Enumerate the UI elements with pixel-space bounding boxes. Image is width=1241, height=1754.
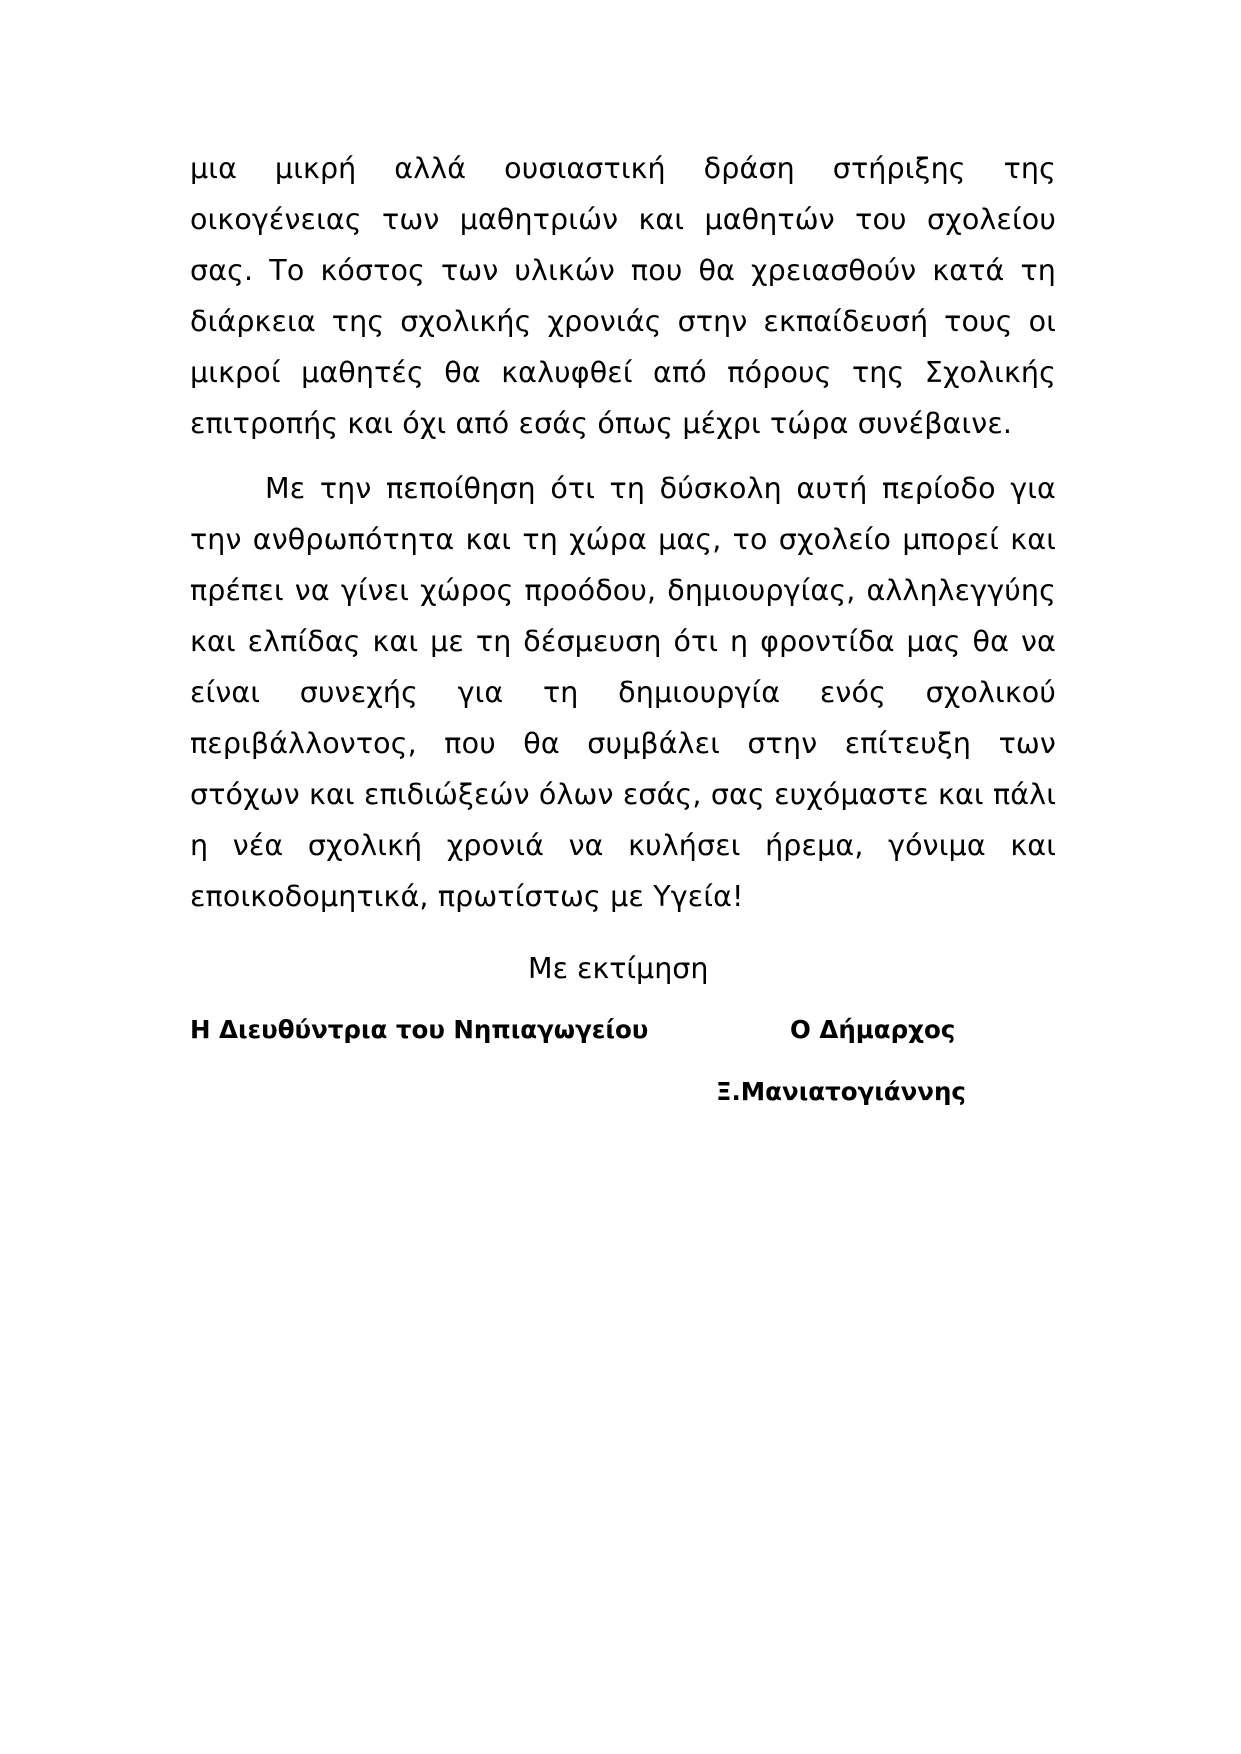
body-paragraph-1: μια μικρή αλλά ουσιαστική δράση στήριξης της οικογένειας των μαθητριών και μαθητών του σχολείου σας. Το κόστος των υλικών που θα χρειασθούν κατά τη διάρκεια της σχολικής χρονιάς στην εκπαίδευσή τους οι μικροί μαθητές θα καλυφθεί από πόρους της Σχολικής επιτροπής και όχι από εσάς όπως μέχρι τώρα συνέβαινε. [190,152,1056,440]
signature-mayor-title: Ο Δήμαρχος [790,1015,956,1044]
body-paragraph-2: Με την πεποίθηση ότι τη δύσκολη αυτή περίοδο για την ανθρωπότητα και τη χώρα μας, το σχολείο μπορεί και πρέπει να γίνει χώρος προόδου, δημιουργίας, αλληλεγγύης και ελπίδας και με τη δέσμευση ότι η φροντίδα μας θα να είναι συνεχής για τη δημιουργία ενός σχολικού περιβάλλοντος, που θα συμβάλει στην επίτευξη των στόχων και επιδιώξεών όλων εσάς, σας ευχόμαστε και πάλι η νέα σχολική χρονιά να κυλήσει ήρεμα, γόνιμα και εποικοδομητικά, πρωτίστως με Υγεία! [190,472,1056,913]
signature-mayor-name: Ξ.Μανιατογιάννης [716,1077,966,1106]
closing-salutation: Με εκτίμηση [528,952,709,985]
signature-principal-title: Η Διευθύντρια του Νηπιαγωγείου [190,1015,649,1044]
